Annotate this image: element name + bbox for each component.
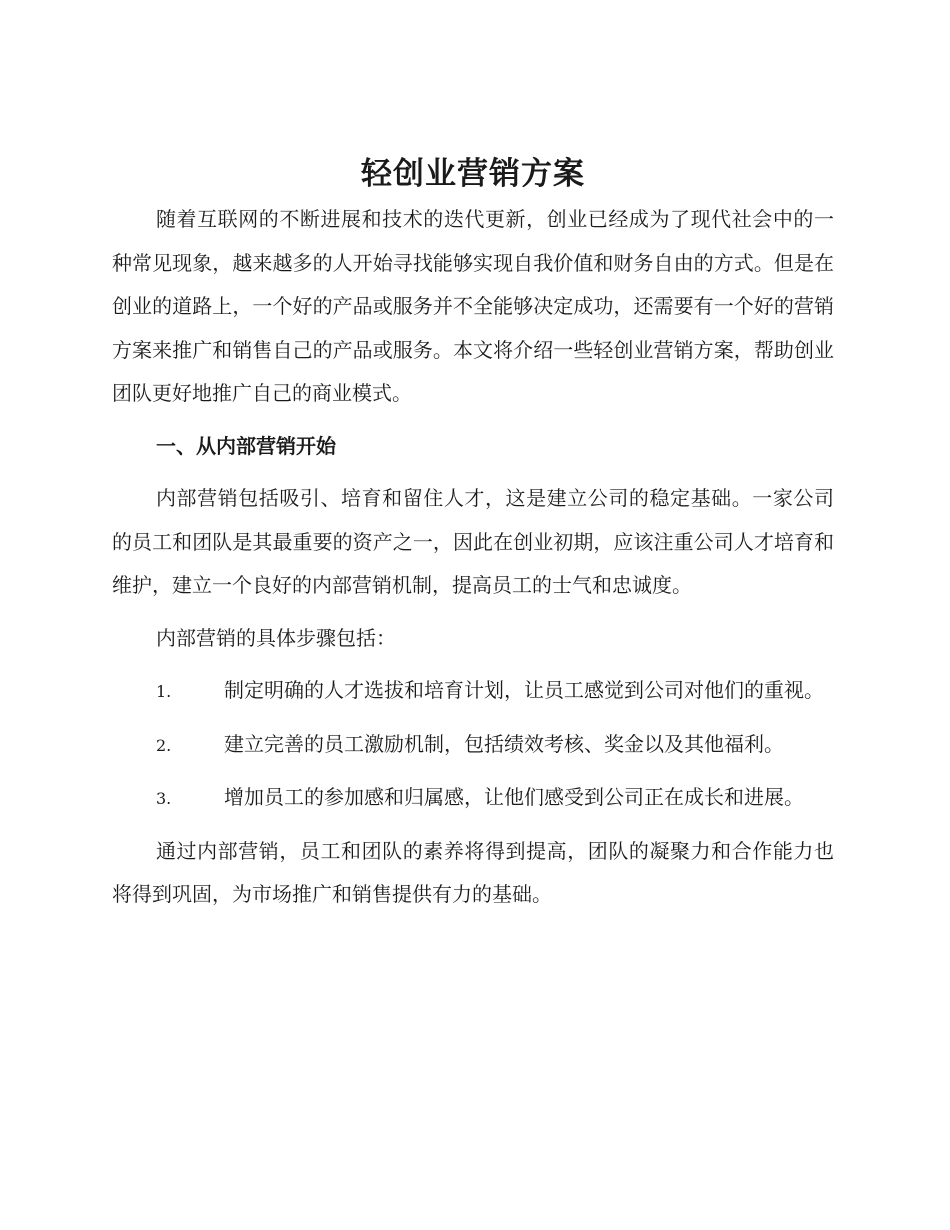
section-paragraph: 内部营销包括吸引、培育和留住人才，这是建立公司的稳定基础。一家公司的员工和团队是其最重要的资产之一，因此在创业初期，应该注重公司人才培育和维护，建立一个良好的内部营销机制，提高员工的士气和忠诚度。 (112, 486, 834, 597)
list-text: 建立完善的员工激励机制，包括绩效考核、奖金以及其他福利。 (224, 731, 784, 756)
list-item (112, 669, 834, 714)
list-number: 3. (156, 789, 172, 808)
section-heading: 一、从内部营销开始 (156, 433, 336, 458)
list-number: 2. (156, 735, 172, 755)
conclusion-paragraph: 通过内部营销，员工和团队的素养将得到提高，团队的凝聚力和合作能力也将得到巩固，为市场推广和销售提供有力的基础。 (112, 838, 834, 906)
intro-paragraph: 随着互联网的不断进展和技术的迭代更新，创业已经成为了现代社会中的一种常见现象，越来越多的人开始寻找能够实现自我价值和财务自由的方式。但是在创业的道路上，一个好的产品或服务并不全能够决定成功，还需要有一个好的营销方案来推广和销售自己的产品或服务。本文将介绍一些轻创业营销方案，帮助创业团队更好地推广自己的商业模式。 (112, 207, 834, 405)
document-title: 轻创业营销方案 (361, 156, 585, 192)
document-page (112, 150, 834, 917)
list-text: 制定明确的人才选拔和培育计划，让员工感觉到公司对他们的重视。 (224, 678, 824, 702)
steps-intro: 内部营销的具体步骤包括： (156, 625, 396, 650)
list-text: 增加员工的参加感和归属感，让他们感受到公司正在成长和进展。 (224, 785, 804, 809)
list-item (112, 723, 834, 768)
list-number: 1. (156, 682, 172, 701)
list-item (112, 776, 834, 821)
